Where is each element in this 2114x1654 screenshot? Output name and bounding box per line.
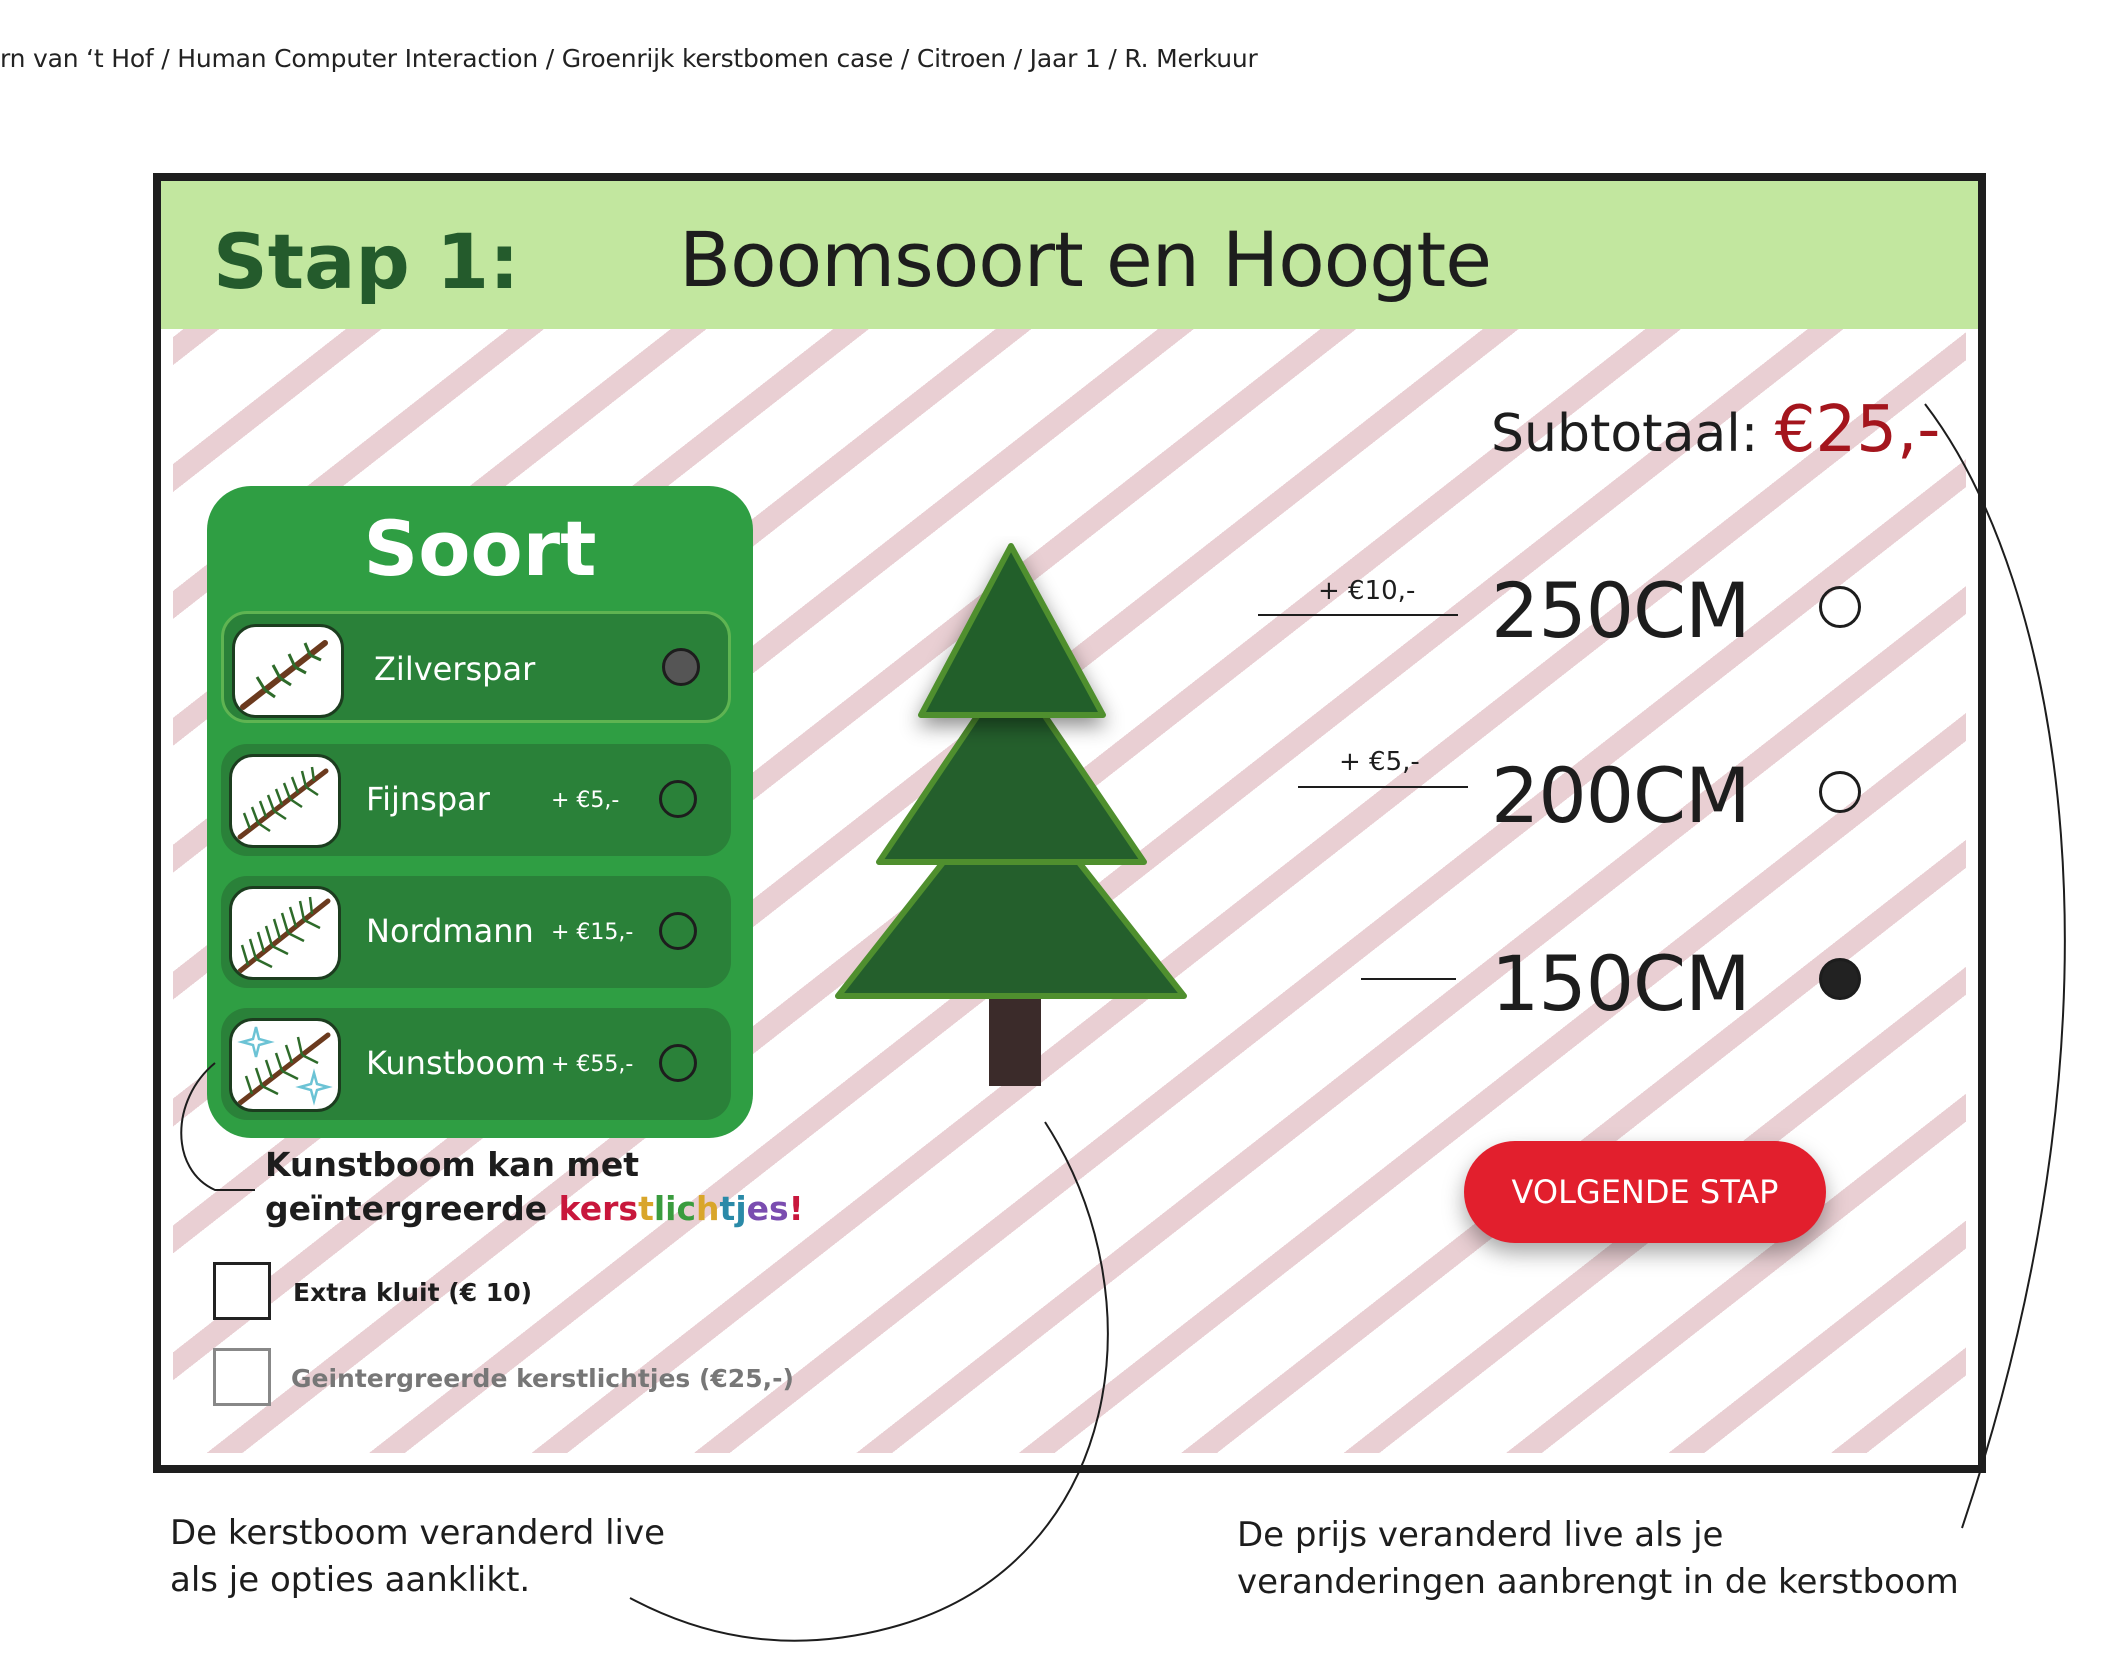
step-label: Stap 1: (213, 217, 520, 306)
rainbow-text: kerstlichtjes! (558, 1189, 804, 1228)
caption-price-live (1237, 1512, 1959, 1606)
option-fijnspar[interactable] (221, 744, 731, 856)
soort-title: Soort (363, 504, 597, 593)
caption-line: De prijs veranderd live als je (1237, 1515, 1724, 1555)
extra-kluit-checkbox[interactable] (213, 1262, 271, 1320)
subtotal-label: Subtotaal: (1491, 404, 1775, 464)
extra-kluit-label: Extra kluit (€ 10) (293, 1278, 533, 1307)
kerstlichtjes-checkbox[interactable] (213, 1348, 271, 1406)
height-label: 200CM (1491, 751, 1750, 840)
height-price: + €10,- (1318, 576, 1416, 606)
height-price: + €5,- (1339, 747, 1420, 777)
tree-preview (821, 536, 1201, 1096)
option-radio[interactable] (659, 1044, 697, 1082)
height-marker (1361, 978, 1456, 980)
option-radio-selected[interactable] (662, 648, 700, 686)
option-kunstboom[interactable] (221, 1008, 731, 1120)
next-step-button[interactable]: VOLGENDE STAP (1464, 1141, 1826, 1243)
height-marker (1298, 786, 1468, 788)
caption-line: als je opties aanklikt. (170, 1560, 531, 1600)
height-radio-200[interactable] (1819, 771, 1861, 813)
caption-line: De kerstboom veranderd live (170, 1513, 666, 1553)
branch-icon (229, 886, 341, 980)
soort-panel (207, 486, 753, 1138)
option-name: Zilverspar (374, 650, 536, 688)
height-radio-250[interactable] (1819, 586, 1861, 628)
option-price: + €55,- (551, 1052, 634, 1077)
caption-tree-live (170, 1510, 665, 1604)
kunstboom-note (265, 1143, 804, 1231)
step-title: Boomsoort en Hoogte (679, 215, 1491, 304)
height-radio-150-selected[interactable] (1819, 958, 1861, 1000)
kunstboom-note-line2: geïntergreerde (265, 1189, 559, 1228)
option-name: Nordmann (366, 912, 534, 950)
step-screen (153, 173, 1986, 1473)
option-nordmann[interactable] (221, 876, 731, 988)
option-zilverspar[interactable] (221, 611, 731, 723)
option-name: Fijnspar (366, 780, 490, 818)
height-label: 250CM (1491, 566, 1750, 655)
kunstboom-note-line1: Kunstboom kan met (265, 1145, 639, 1184)
step-header (161, 181, 1978, 329)
branch-icon (232, 624, 344, 718)
subtotal-amount: €25,- (1774, 393, 1941, 467)
branch-icon (229, 754, 341, 848)
option-price: + €5,- (551, 788, 620, 813)
breadcrumb: rn van ‘t Hof / Human Computer Interaction / Groenrijk kerstbomen case / Citroen / Jaar 1 / R. Merkuur (0, 44, 1258, 73)
option-radio[interactable] (659, 780, 697, 818)
option-name: Kunstboom (366, 1044, 546, 1082)
option-price: + €15,- (551, 920, 634, 945)
height-marker (1258, 614, 1458, 616)
height-label: 150CM (1491, 939, 1750, 1028)
option-radio[interactable] (659, 912, 697, 950)
caption-line: veranderingen aanbrengt in de kerstboom (1237, 1562, 1959, 1602)
kerstlichtjes-label: Geintergreerde kerstlichtjes (€25,-) (291, 1364, 794, 1393)
artificial-branch-icon (229, 1018, 341, 1112)
subtotal (1491, 393, 1940, 467)
